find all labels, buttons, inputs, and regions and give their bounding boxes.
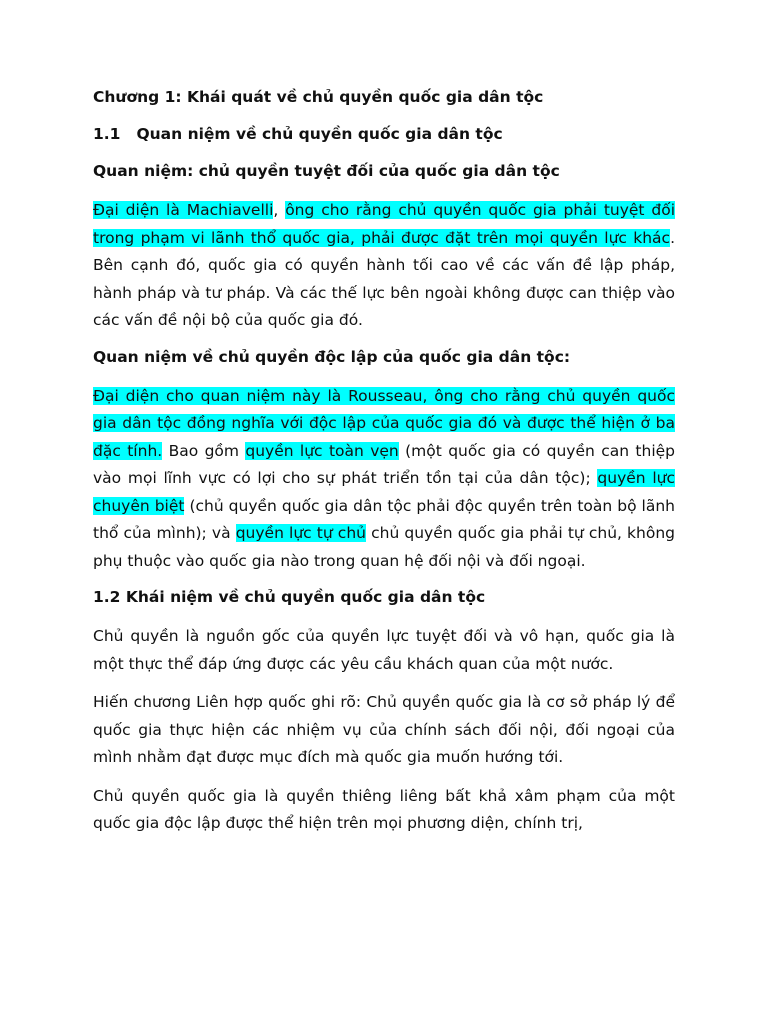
subheading-independent-sovereignty: Quan niệm về chủ quyền độc lập của quốc gia dân tộc: — [93, 347, 571, 366]
highlight-text: Đại diện là Machiavelli — [93, 201, 274, 219]
body-text: Bao gồm — [162, 441, 246, 460]
chapter-title: Chương 1: Khái quát về chủ quyền quốc gia dân tộc — [93, 88, 544, 106]
highlight-text: quyền lực toàn vẹn — [245, 441, 399, 460]
highlight-text: quyền lực tự chủ — [235, 524, 366, 542]
paragraph-un-charter: Hiến chương Liên hợp quốc ghi rõ: Chủ quyền quốc gia là cơ sở pháp lý để quốc gia thực hiện các nhiệm vụ của chính sách đối nội, đối ngoại của mình nhằm đạt được mục đích mà quốc gia muốn hướng tới. — [93, 693, 675, 766]
body-text: (chủ quyền quốc gia dân tộc phải độc quyền trên toàn bộ lãnh thổ của mình); và — [93, 496, 676, 542]
subheading-absolute-sovereignty: Quan niệm: chủ quyền tuyệt đối của quốc gia dân tộc — [93, 162, 560, 180]
highlight-text: ông cho rằng chủ quyền quốc gia phải tuyệt đối trong phạm vi lãnh thổ quốc gia, phải được đặt trên mọi quyền lực khác — [93, 201, 676, 247]
body-text: chủ quyền quốc gia phải tự chủ, không phụ thuộc vào quốc gia nào trong quan hệ đối nội và đối ngoại. — [93, 524, 676, 570]
body-text: , — [273, 201, 286, 219]
section-1-1-title: Quan niệm về chủ quyền quốc gia dân tộc — [136, 125, 503, 143]
document-page — [93, 86, 675, 849]
highlight-text: Đại diện cho quan niệm này là Rousseau, ông cho rằng chủ quyền quốc gia dân tộc đồng nghĩa với độc lập của quốc gia đó và được thể hiện ở ba đặc tính. — [93, 386, 675, 460]
highlight-text: quyền lực chuyên biệt — [93, 469, 675, 515]
section-1-1-number: 1.1 — [93, 125, 121, 143]
paragraph-sovereignty-definition: Chủ quyền là nguồn gốc của quyền lực tuyệt đối và vô hạn, quốc gia là một thực thể đáp ứng được các yêu cầu khách quan của một nước. — [93, 627, 675, 673]
section-1-1-heading — [93, 123, 675, 145]
body-text: . Bên cạnh đó, quốc gia có quyền hành tối cao về các vấn đề lập pháp, hành pháp và tư pháp. Và các thế lực bên ngoài không được can thiệp vào các vấn đề nội bộ của quốc gia đó. — [93, 228, 675, 329]
section-1-2-heading: 1.2 Khái niệm về chủ quyền quốc gia dân tộc — [93, 588, 486, 606]
paragraph-sacred-right: Chủ quyền quốc gia là quyền thiêng liêng bất khả xâm phạm của một quốc gia độc lập được thể hiện trên mọi phương diện, chính trị, — [93, 786, 675, 832]
paragraph-rousseau — [93, 383, 675, 576]
paragraph-machiavelli — [93, 197, 675, 335]
body-text: (một quốc gia có quyền can thiệp vào mọi lĩnh vực có lợi cho sự phát triển tồn tại của dân tộc); — [93, 441, 676, 487]
